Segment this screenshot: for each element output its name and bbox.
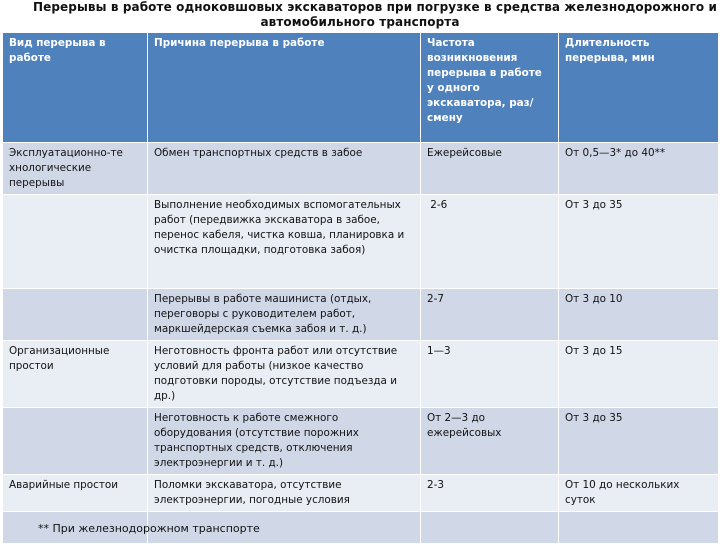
cell-frequency: 2-3	[421, 475, 559, 512]
cell-break-type	[3, 195, 148, 289]
cell-break-type: Эксплуатационно-те хнологические перерывы	[3, 143, 148, 195]
table-row	[3, 289, 719, 341]
title-line-1: Перерывы в работе одноковшовых экскаваторов при погрузке в средства железнодорожного и	[32, 0, 718, 14]
cell-frequency: 2-6	[421, 195, 559, 289]
table-row	[3, 143, 719, 195]
cell-break-cause: Поломки экскаватора, отсутствие электроэнергии, погодные условия	[148, 475, 421, 512]
header-frequency: Частота возникновения перерыва в работе у одного экскаватора, раз/смену	[421, 33, 559, 143]
page-title	[0, 0, 720, 30]
cell-duration: От 3 до 15	[559, 341, 719, 408]
cell-break-cause: Выполнение необходимых вспомогательных работ (передвижка экскаватора в забое, перенос кабеля, чистка ковша, планировка и очистка площадки, подготовка забоя)	[148, 195, 421, 289]
table-row	[3, 408, 719, 475]
cell-duration: От 10 до нескольких суток	[559, 475, 719, 512]
header-duration: Длительность перерыва, мин	[559, 33, 719, 143]
cell-break-cause: Неготовность фронта работ или отсутствие условий для работы (низкое качество подготовки породы, отсутствие подъезда и др.)	[148, 341, 421, 408]
table-row	[3, 475, 719, 512]
header-break-cause: Причина перерыва в работе	[148, 33, 421, 143]
breaks-table	[2, 32, 719, 544]
footnote: ** При железнодорожном транспорте	[38, 522, 260, 535]
title-line-2: автомобильного транспорта	[260, 15, 460, 29]
cell-duration	[559, 512, 719, 544]
cell-frequency: Ежерейсовые	[421, 143, 559, 195]
cell-break-cause: Перерывы в работе машиниста (отдых, переговоры с руководителем работ, маркшейдерская съемка забоя и т. д.)	[148, 289, 421, 341]
table-row	[3, 195, 719, 289]
cell-break-type	[3, 408, 148, 475]
cell-break-type: Аварийные простои	[3, 475, 148, 512]
table-header-row	[3, 33, 719, 143]
cell-frequency: 2-7	[421, 289, 559, 341]
cell-break-type	[3, 289, 148, 341]
header-break-type: Вид перерыва в работе	[3, 33, 148, 143]
cell-break-cause: Обмен транспортных средств в забое	[148, 143, 421, 195]
cell-frequency: От 2—3 до ежерейсовых	[421, 408, 559, 475]
cell-duration: От 3 до 10	[559, 289, 719, 341]
table-row	[3, 341, 719, 408]
cell-break-cause: Неготовность к работе смежного оборудования (отсутствие порожних транспортных средств, отключения электроэнергии и т. д.)	[148, 408, 421, 475]
cell-frequency	[421, 512, 559, 544]
cell-frequency: 1—3	[421, 341, 559, 408]
cell-duration: От 3 до 35	[559, 408, 719, 475]
cell-duration: От 0,5—3* до 40**	[559, 143, 719, 195]
cell-break-type: Организационные простои	[3, 341, 148, 408]
cell-duration: От 3 до 35	[559, 195, 719, 289]
